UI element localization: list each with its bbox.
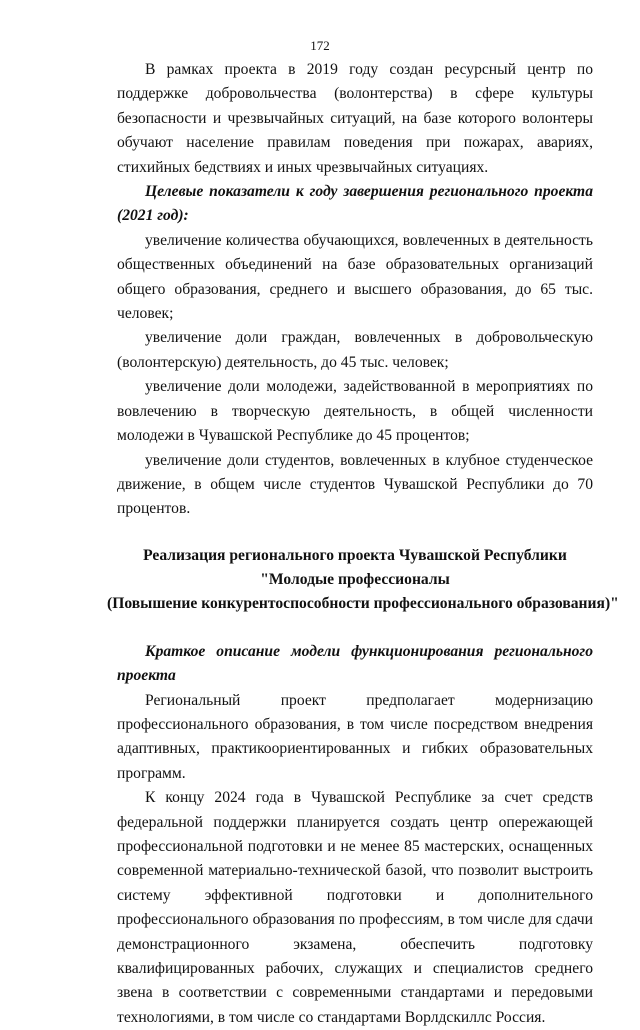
target-item: увеличение количества обучающихся, вовлеченных в деятельность общественных объединений на базе образовательных организаций общего образования, среднего и высшего образования, до 65 тыс. человек; (117, 231, 593, 323)
section-title-line: "Молодые профессионалы (260, 570, 450, 588)
intro-paragraph: В рамках проекта в 2019 году создан ресурсный центр по поддержке добровольчества (волонтерства) в сфере культуры безопасности и чрезвычайных ситуаций, на базе которого волонтеры обучают население правилам поведения при пожарах, авариях, стихийных бедствиях и иных чрезвычайных ситуациях. (117, 61, 593, 176)
page-number: 172 (310, 38, 330, 53)
targets-heading: Целевые показатели к году завершения регионального проекта (2021 год): (117, 183, 593, 225)
section-title-line: Реализация регионального проекта Чувашской Республики (143, 546, 567, 564)
target-item: увеличение доли молодежи, задействованной в мероприятиях по вовлечению в творческую деятельность, в общей численности молодежи в Чувашской Республике до 45 процентов; (117, 378, 593, 445)
target-item: увеличение доли граждан, вовлеченных в добровольческую (волонтерскую) деятельность, до 45 тыс. человек; (117, 329, 593, 371)
model-paragraph: Региональный проект предполагает модернизацию профессионального образования, в том числе посредством внедрения адаптивных, практикоориентированных и гибких образовательных программ. (117, 691, 593, 782)
section-title-line: (Повышение конкурентоспособности профессионального образования)" (107, 594, 619, 612)
model-heading: Краткое описание модели функционирования регионального проекта (117, 642, 593, 685)
model-paragraph: К концу 2024 года в Чувашской Республике за счет средств федеральной поддержки планируется создать центр опережающей профессиональной подготовки и не менее 85 мастерских, оснащенных современной материально-технической базой, что позволит выстроить систему эффективной подготовки и дополнительного профессионального образования по профессиям, в том числе для сдачи демонстрационного экзамена, обеспечить подготовку квалифицированных рабочих, служащих и специалистов среднего звена в соответствии с современными стандартами и передовыми технологиями, в том числе со стандартами Ворлдскиллс Россия. (117, 789, 593, 1026)
section-title (107, 544, 619, 616)
body-text (107, 58, 619, 1030)
target-item: увеличение доли студентов, вовлеченных в клубное студенческое движение, в общем числе студентов Чувашской Республики до 70 процентов. (117, 451, 593, 518)
